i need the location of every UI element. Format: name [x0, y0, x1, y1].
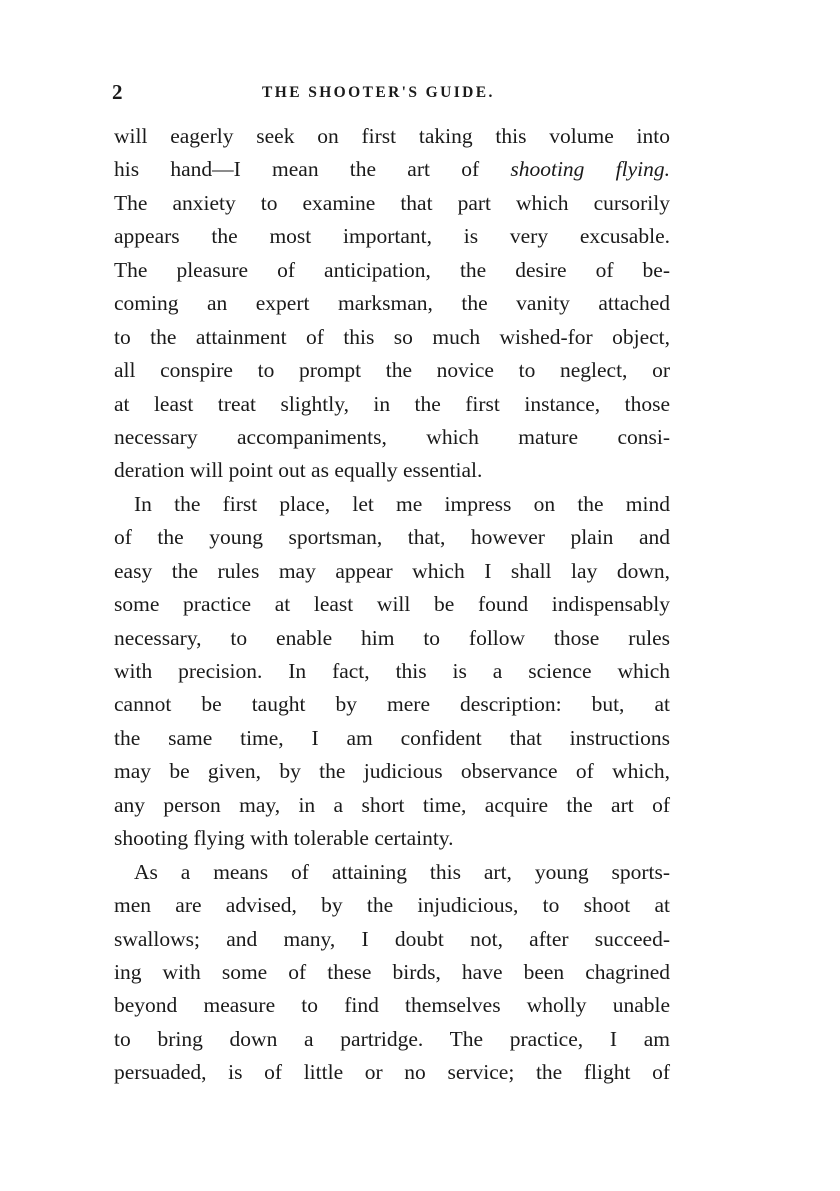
- text-line: easy the rules may appear which I shall lay down,: [114, 558, 670, 583]
- text-line: at least treat slightly, in the first instance, those: [114, 391, 670, 416]
- text-line: appears the most important, is very excusable.: [114, 224, 670, 249]
- running-head: [112, 80, 672, 110]
- text-line: men are advised, by the injudicious, to shoot at: [114, 893, 670, 918]
- italic-phrase: shooting flying.: [510, 157, 670, 182]
- text-line: ing with some of these birds, have been chagrined: [114, 959, 670, 984]
- text-line-start: his hand—I mean the art of: [114, 157, 511, 182]
- text-line: necessary accompaniments, which mature consi-: [114, 424, 670, 449]
- text-line: cannot be taught by mere description: but, at: [114, 692, 670, 717]
- text-line: to the attainment of this so much wished-for object,: [114, 324, 670, 349]
- text-line: some practice at least will be found indispensably: [114, 592, 670, 617]
- text-line: The pleasure of anticipation, the desire of be-: [114, 257, 670, 282]
- text-line: beyond measure to find themselves wholly unable: [114, 993, 670, 1018]
- text-line: with precision. In fact, this is a science which: [114, 659, 670, 683]
- body-text: [114, 120, 670, 1090]
- text-line: In the first place, let me impress on the mind: [134, 491, 670, 516]
- text-line: coming an expert marksman, the vanity attached: [114, 291, 670, 316]
- text-line: of the young sportsman, that, however plain and: [114, 525, 670, 550]
- page-number: 2: [112, 80, 123, 104]
- text-line: swallows; and many, I doubt not, after succeed-: [114, 926, 670, 951]
- text-line: all conspire to prompt the novice to neglect, or: [114, 358, 670, 383]
- text-line: [114, 153, 670, 186]
- text-line: may be given, by the judicious observance of which,: [114, 759, 670, 784]
- text-line: to bring down a partridge. The practice, I am: [114, 1026, 670, 1051]
- text-line: shooting flying with tolerable certainty.: [114, 826, 454, 851]
- text-line: the same time, I am confident that instructions: [114, 725, 670, 750]
- text-line: necessary, to enable him to follow those rules: [114, 625, 670, 650]
- text-line: persuaded, is of little or no service; the flight of: [114, 1060, 670, 1085]
- text-line: As a means of attaining this art, young sports-: [134, 859, 670, 884]
- text-line: deration will point out as equally essential.: [114, 458, 483, 483]
- running-title: THE SHOOTER'S GUIDE.: [262, 84, 495, 101]
- text-line: The anxiety to examine that part which cursorily: [114, 190, 670, 215]
- text-line: any person may, in a short time, acquire the art of: [114, 792, 670, 817]
- text-line: will eagerly seek on first taking this volume into: [114, 124, 670, 148]
